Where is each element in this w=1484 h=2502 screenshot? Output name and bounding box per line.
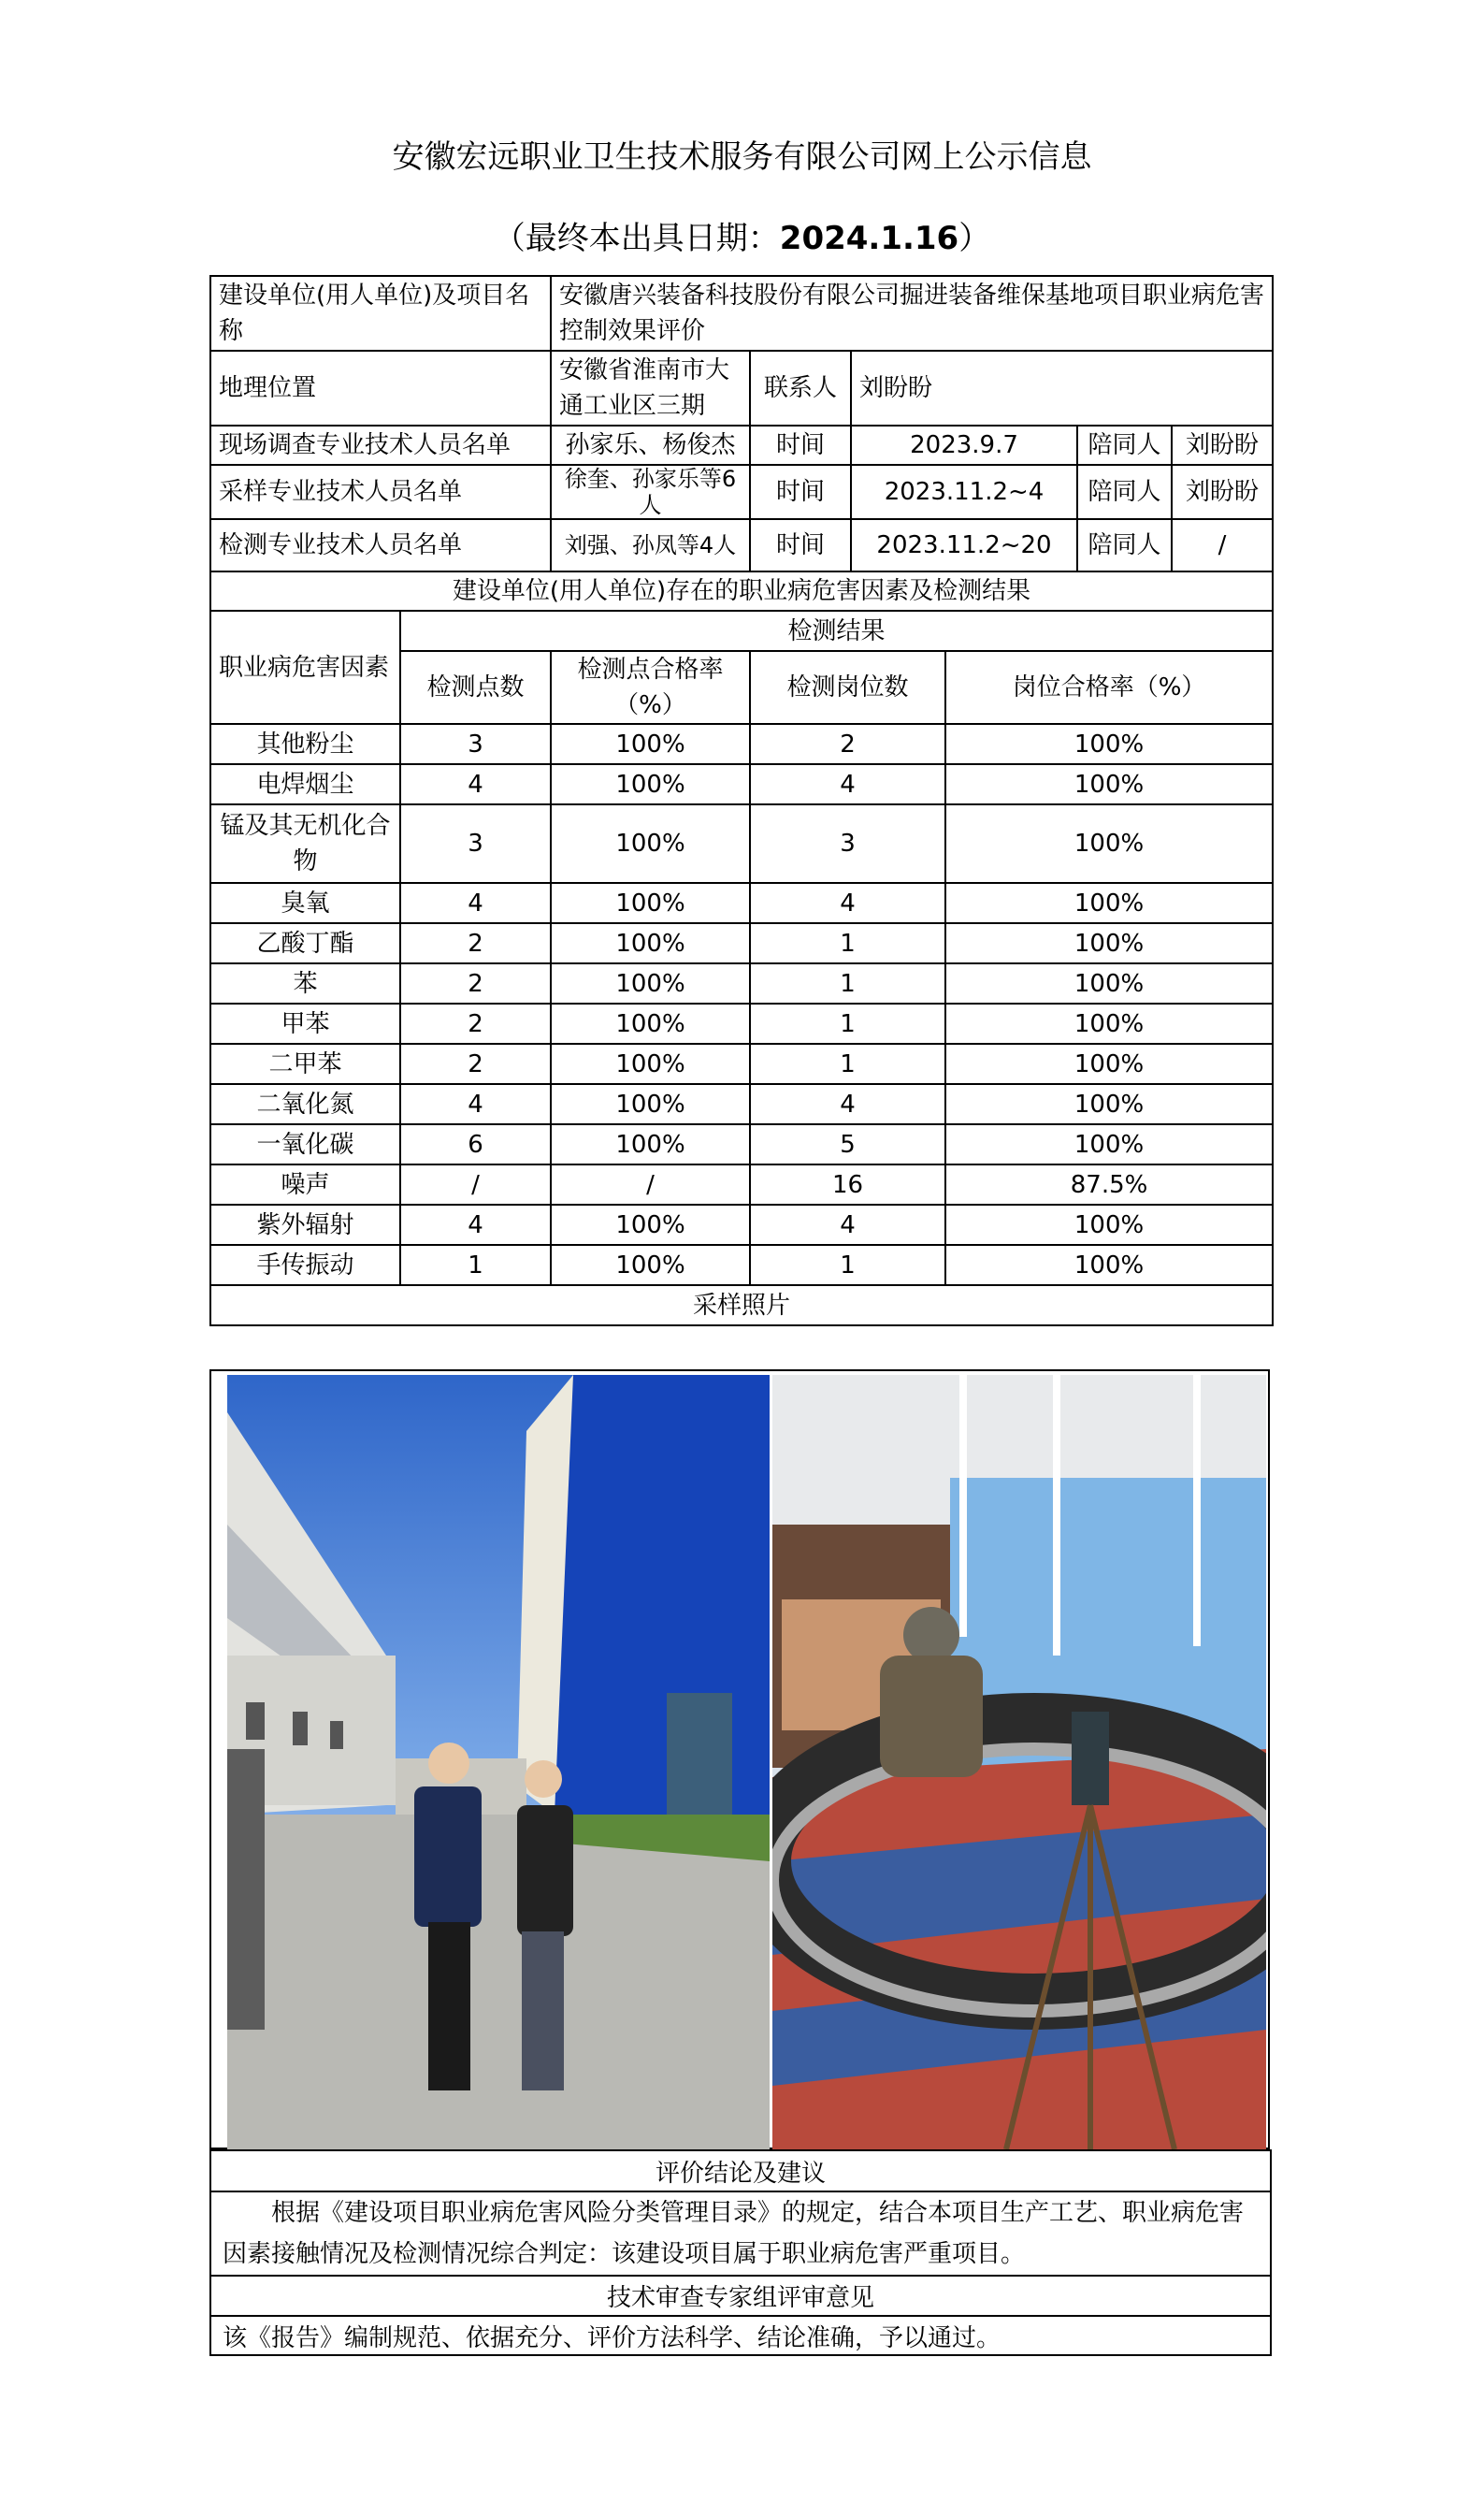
testing-companion: /: [1172, 519, 1273, 571]
hazard-point-rate: 100%: [551, 1245, 750, 1285]
hazard-points: 4: [400, 1205, 551, 1245]
hazard-row: [210, 1124, 1273, 1164]
hazard-post-rate: 87.5%: [945, 1164, 1273, 1205]
hazard-row: [210, 883, 1273, 923]
issue-date: [0, 212, 1484, 258]
sampling-time-label: 时间: [750, 465, 851, 519]
sampling-photo-outdoor: [227, 1375, 770, 2149]
hazard-points: 2: [400, 923, 551, 963]
hazard-points: 2: [400, 1004, 551, 1044]
hazard-points: 3: [400, 724, 551, 764]
sampling-staff-label: 采样专业技术人员名单: [210, 465, 551, 519]
testing-staff-label: 检测专业技术人员名单: [210, 519, 551, 571]
photo-outdoor-image: [227, 1375, 770, 2149]
hazard-row: [210, 923, 1273, 963]
hazard-name: 臭氧: [210, 883, 400, 923]
survey-time: 2023.9.7: [851, 426, 1077, 465]
hazard-posts: 16: [750, 1164, 945, 1205]
survey-companion: 刘盼盼: [1172, 426, 1273, 465]
hazard-posts: 2: [750, 724, 945, 764]
hazard-posts: 5: [750, 1124, 945, 1164]
factor-header: 职业病危害因素: [210, 611, 400, 724]
location-label: 地理位置: [210, 351, 551, 426]
hazard-point-rate: 100%: [551, 724, 750, 764]
hazard-name: 苯: [210, 963, 400, 1004]
hazard-name: 电焊烟尘: [210, 764, 400, 804]
hazard-posts: 1: [750, 1245, 945, 1285]
hazard-point-rate: 100%: [551, 883, 750, 923]
col-points: 检测点数: [400, 651, 551, 724]
hazard-point-rate: 100%: [551, 1205, 750, 1245]
sampling-companion: 刘盼盼: [1172, 465, 1273, 519]
hazard-posts: 4: [750, 883, 945, 923]
hazard-points: 6: [400, 1124, 551, 1164]
location-value: 安徽省淮南市大通工业区三期: [551, 351, 750, 426]
testing-time: 2023.11.2~20: [851, 519, 1077, 571]
hazard-point-rate: 100%: [551, 1004, 750, 1044]
hazard-posts: 1: [750, 923, 945, 963]
hazard-points: 1: [400, 1245, 551, 1285]
date-suffix: ）: [958, 220, 991, 257]
hazard-posts: 4: [750, 764, 945, 804]
hazard-rows: [210, 724, 1273, 1285]
hazard-post-rate: 100%: [945, 804, 1273, 883]
sampling-photo-workshop: [772, 1375, 1266, 2149]
hazard-posts: 4: [750, 1084, 945, 1124]
hazard-point-rate: 100%: [551, 804, 750, 883]
result-header: 检测结果: [400, 611, 1273, 651]
survey-staff-names: 孙家乐、杨俊杰: [551, 426, 750, 465]
col-post-rate: 岗位合格率（%）: [945, 651, 1273, 724]
hazard-name: 锰及其无机化合物: [210, 804, 400, 883]
hazard-name: 二氧化氮: [210, 1084, 400, 1124]
review-text: 该《报告》编制规范、依据充分、评价方法科学、结论准确，予以通过。: [210, 2316, 1271, 2355]
hazard-row: [210, 764, 1273, 804]
hazard-row: [210, 1004, 1273, 1044]
conclusion-title: 评价结论及建议: [210, 2150, 1271, 2191]
hazard-name: 紫外辐射: [210, 1205, 400, 1245]
hazard-posts: 4: [750, 1205, 945, 1245]
sampling-companion-label: 陪同人: [1077, 465, 1172, 519]
conclusion-text: 根据《建设项目职业病危害风险分类管理目录》的规定，结合本项目生产工艺、职业病危害因素接触情况及检测情况综合判定：该建设项目属于职业病危害严重项目。: [210, 2191, 1271, 2276]
col-posts: 检测岗位数: [750, 651, 945, 724]
hazard-points: 4: [400, 883, 551, 923]
info-table: [209, 275, 1274, 1326]
hazard-post-rate: 100%: [945, 1084, 1273, 1124]
hazard-name: 手传振动: [210, 1245, 400, 1285]
hazard-point-rate: 100%: [551, 1084, 750, 1124]
hazard-points: 3: [400, 804, 551, 883]
footer-table: [209, 2149, 1272, 2356]
hazard-row: [210, 1044, 1273, 1084]
hazard-points: 2: [400, 1044, 551, 1084]
hazard-points: /: [400, 1164, 551, 1205]
sampling-time: 2023.11.2~4: [851, 465, 1077, 519]
hazard-point-rate: 100%: [551, 963, 750, 1004]
sampling-staff-names: 徐奎、孙家乐等6人: [551, 465, 750, 519]
hazard-row: [210, 724, 1273, 764]
hazard-row: [210, 1245, 1273, 1285]
hazard-point-rate: 100%: [551, 1124, 750, 1164]
survey-time-label: 时间: [750, 426, 851, 465]
hazard-name: 甲苯: [210, 1004, 400, 1044]
hazard-point-rate: 100%: [551, 923, 750, 963]
hazard-post-rate: 100%: [945, 883, 1273, 923]
hazard-points: 2: [400, 963, 551, 1004]
photos-title: 采样照片: [210, 1285, 1273, 1325]
hazard-name: 一氧化碳: [210, 1124, 400, 1164]
hazard-post-rate: 100%: [945, 1124, 1273, 1164]
photo-workshop-image: [772, 1375, 1266, 2149]
hazard-name: 其他粉尘: [210, 724, 400, 764]
hazard-post-rate: 100%: [945, 724, 1273, 764]
hazard-post-rate: 100%: [945, 764, 1273, 804]
testing-staff-names: 刘强、孙凤等4人: [551, 519, 750, 571]
survey-staff-label: 现场调查专业技术人员名单: [210, 426, 551, 465]
hazard-row: [210, 1084, 1273, 1124]
contact-label: 联系人: [750, 351, 851, 426]
hazard-post-rate: 100%: [945, 963, 1273, 1004]
testing-companion-label: 陪同人: [1077, 519, 1172, 571]
hazard-post-rate: 100%: [945, 923, 1273, 963]
hazard-row: [210, 1205, 1273, 1245]
col-point-rate: 检测点合格率（%）: [551, 651, 750, 724]
hazard-point-rate: /: [551, 1164, 750, 1205]
hazard-posts: 3: [750, 804, 945, 883]
hazard-post-rate: 100%: [945, 1205, 1273, 1245]
hazard-section-title: 建设单位(用人单位)存在的职业病危害因素及检测结果: [210, 571, 1273, 611]
hazard-point-rate: 100%: [551, 764, 750, 804]
hazard-posts: 1: [750, 1004, 945, 1044]
page-title: 安徽宏远职业卫生技术服务有限公司网上公示信息: [392, 138, 1092, 176]
hazard-points: 4: [400, 764, 551, 804]
date-value: 2024.1.16: [779, 220, 959, 257]
unit-value: 安徽唐兴装备科技股份有限公司掘进装备维保基地项目职业病危害控制效果评价: [551, 276, 1273, 351]
hazard-name: 乙酸丁酯: [210, 923, 400, 963]
hazard-name: 二甲苯: [210, 1044, 400, 1084]
review-title: 技术审查专家组评审意见: [210, 2276, 1271, 2316]
date-prefix: （最终本出具日期：: [493, 220, 780, 257]
hazard-point-rate: 100%: [551, 1044, 750, 1084]
hazard-name: 噪声: [210, 1164, 400, 1205]
hazard-post-rate: 100%: [945, 1245, 1273, 1285]
hazard-points: 4: [400, 1084, 551, 1124]
unit-label: 建设单位(用人单位)及项目名称: [210, 276, 551, 351]
hazard-posts: 1: [750, 963, 945, 1004]
hazard-post-rate: 100%: [945, 1004, 1273, 1044]
hazard-row: [210, 804, 1273, 883]
hazard-post-rate: 100%: [945, 1044, 1273, 1084]
hazard-row: [210, 963, 1273, 1004]
testing-time-label: 时间: [750, 519, 851, 571]
hazard-posts: 1: [750, 1044, 945, 1084]
hazard-row: [210, 1164, 1273, 1205]
contact-value: 刘盼盼: [851, 351, 1273, 426]
survey-companion-label: 陪同人: [1077, 426, 1172, 465]
